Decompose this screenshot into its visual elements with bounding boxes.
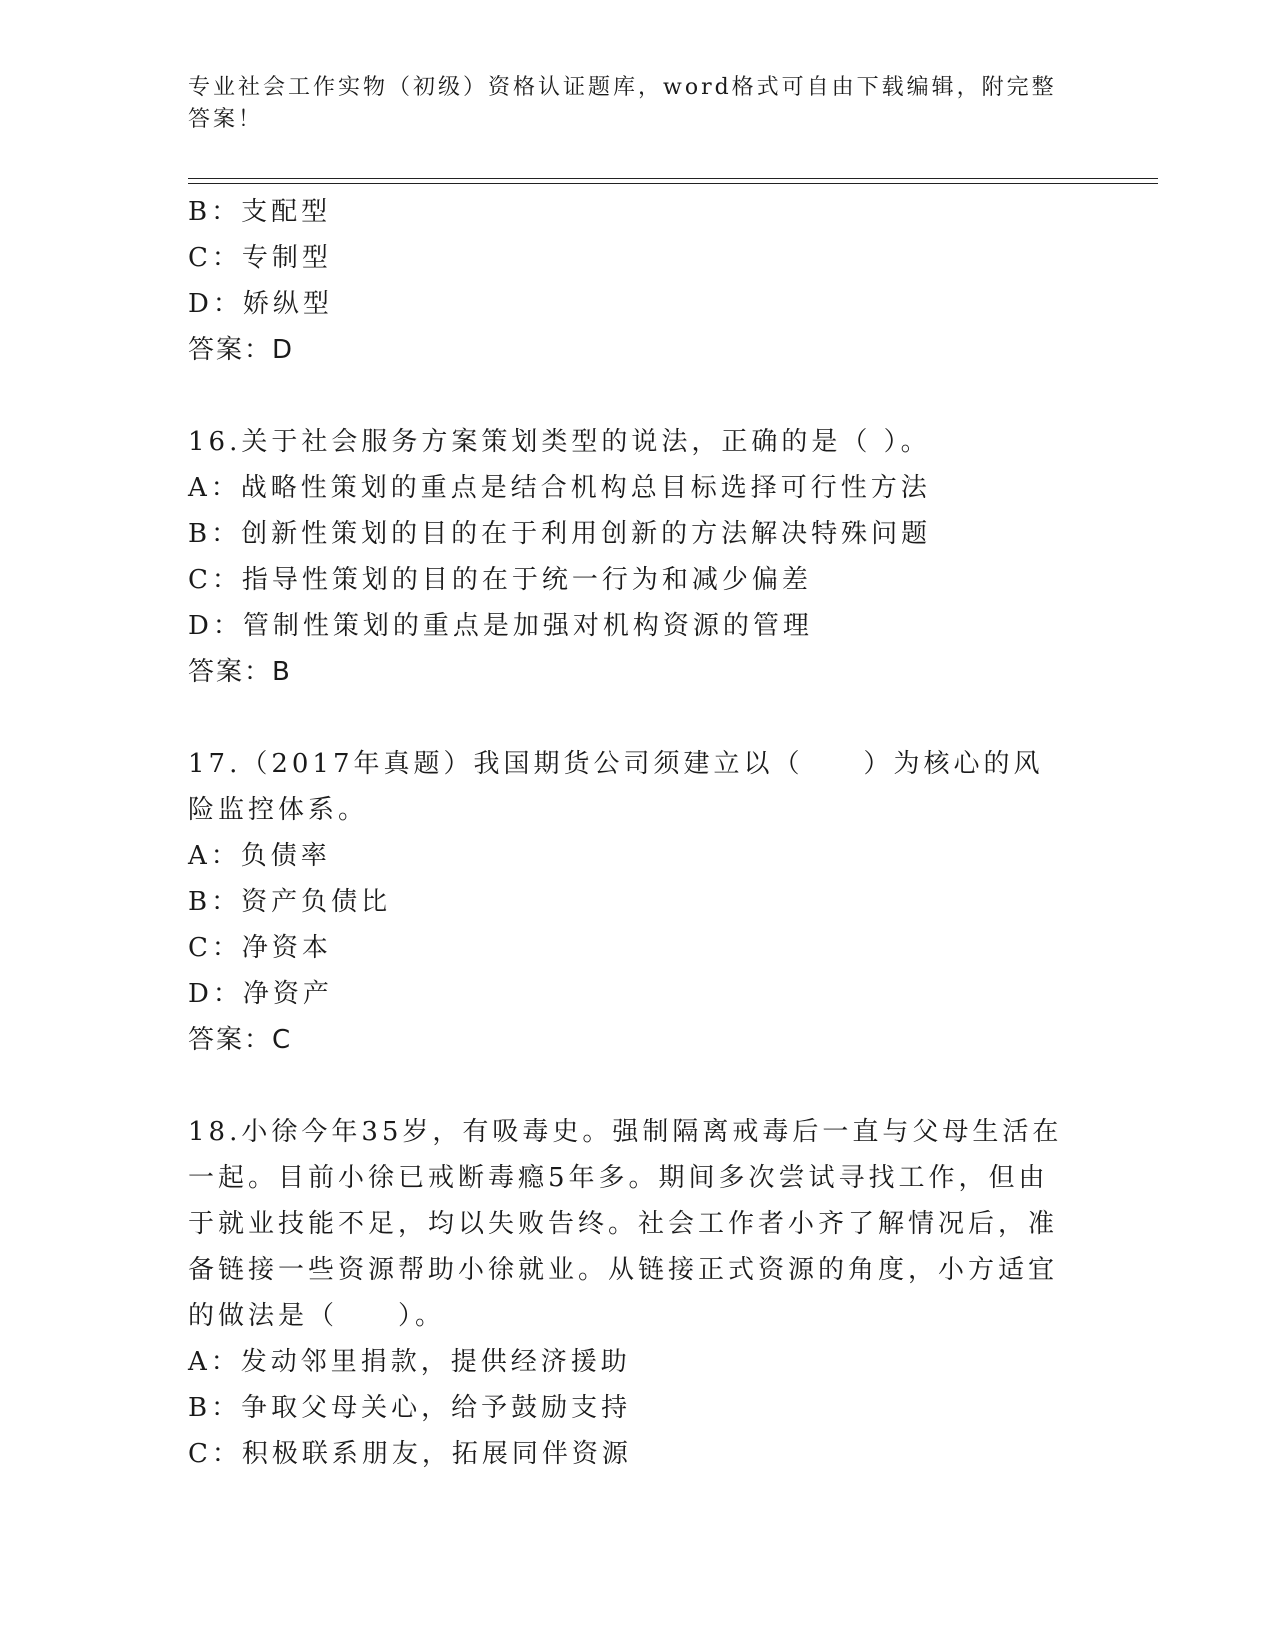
option-c: C：专制型 [188,243,332,273]
option-d: D：净资产 [188,979,333,1009]
answer: 答案：D [188,335,295,365]
question-15-continued [188,189,1088,373]
question-stem: 17.（2017年真题）我国期货公司须建立以（ ）为核心的风险监控体系。 [188,749,1044,825]
option-c: C：指导性策划的目的在于统一行为和减少偏差 [188,565,812,595]
option-a: A：战略性策划的重点是结合机构总目标选择可行性方法 [188,473,931,503]
question-stem: 18.小徐今年35岁，有吸毒史。强制隔离戒毒后一直与父母生活在一起。目前小徐已戒断毒瘾5年多。期间多次尝试寻找工作，但由于就业技能不足，均以失败告终。社会工作者小齐了解情况后，准备链接一些资源帮助小徐就业。从链接正式资源的角度，小方适宜的做法是（ ）。 [188,1117,1063,1331]
page-header: 专业社会工作实物（初级）资格认证题库，word格式可自由下载编辑，附完整答案！ [188,75,1057,132]
option-d: D：管制性策划的重点是加强对机构资源的管理 [188,611,813,641]
answer: 答案：C [188,1025,293,1055]
header-divider-bottom [188,183,1158,184]
spacer [188,695,1088,741]
option-b: B：支配型 [188,197,332,227]
question-list [188,189,1088,1477]
option-c: C：积极联系朋友，拓展同伴资源 [188,1439,632,1469]
question-stem: 16.关于社会服务方案策划类型的说法，正确的是（ ）。 [188,427,931,457]
option-a: A：负债率 [188,841,331,871]
question-18 [188,1109,1088,1477]
option-c: C：净资本 [188,933,332,963]
option-a: A：发动邻里捐款，提供经济援助 [188,1347,631,1377]
question-16 [188,419,1088,695]
option-b: B：创新性策划的目的在于利用创新的方法解决特殊问题 [188,519,932,549]
spacer [188,373,1088,419]
header-divider-top [188,178,1158,179]
option-b: B：争取父母关心，给予鼓励支持 [188,1393,632,1423]
option-d: D：娇纵型 [188,289,333,319]
option-b: B：资产负债比 [188,887,392,917]
answer: 答案：B [188,657,292,687]
spacer [188,1063,1088,1109]
question-17 [188,741,1088,1063]
